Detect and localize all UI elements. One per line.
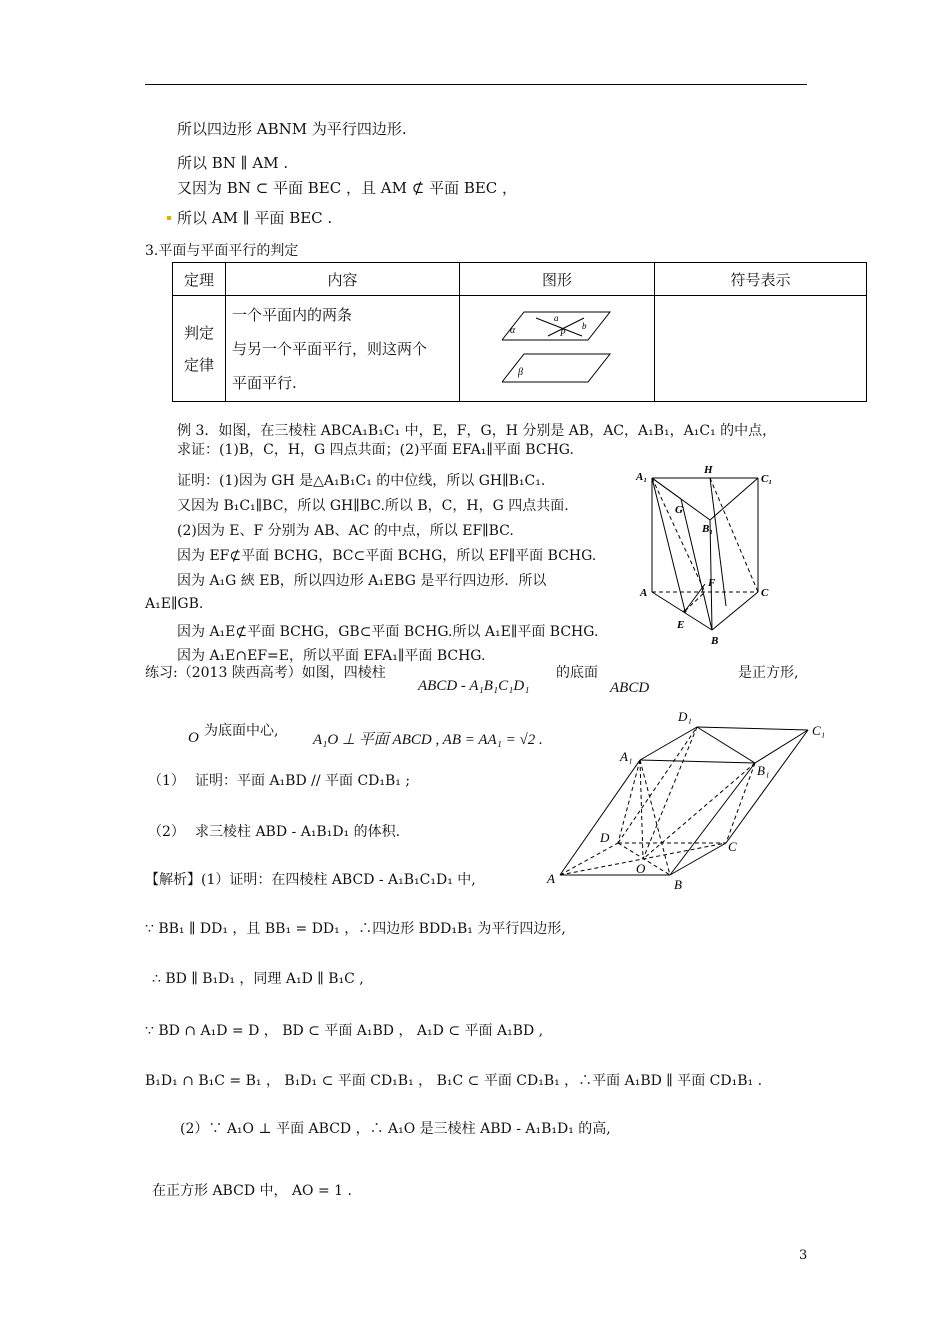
solution-line: 【解析】(1）证明：在四棱柱 ABCD - A₁B₁C₁D₁ 中, xyxy=(145,872,476,888)
marker-dot xyxy=(167,216,171,220)
question-1: 证明：平面 A₁BD // 平面 CD₁B₁ ; xyxy=(195,773,411,789)
edge xyxy=(670,843,726,875)
question-2-number: （2） xyxy=(148,824,185,840)
solution-line: ∵ BB₁ ∥ DD₁ ，且 BB₁ = DD₁ ，∴四边形 BDD₁B₁ 为平行四边形, xyxy=(145,921,566,937)
proof-line: 因为 A₁E⊄平面 BCHG，GB⊂平面 BCHG.所以 A₁E∥平面 BCHG. xyxy=(177,624,599,640)
proof-line: 因为 A₁E∩EF=E，所以平面 EFA₁∥平面 BCHG. xyxy=(177,648,486,664)
hidden-edge xyxy=(640,760,670,875)
edge xyxy=(726,730,808,843)
hidden-edge xyxy=(640,760,643,859)
line-bn-am: 所以 BN ∥ AM . xyxy=(177,154,289,172)
example3-question-1: 例 3．如图，在三棱柱 ABCA₁B₁C₁ 中，E，F，G，H 分别是 AB，AC，A₁B₁，A₁C₁ 的中点， xyxy=(177,423,777,439)
label-a: a xyxy=(554,312,559,323)
line-conclusion: 所以 AM ∥ 平面 BEC . xyxy=(177,209,333,227)
hidden-edge xyxy=(685,592,705,611)
label-e: E xyxy=(677,619,685,631)
triangular-prism-figure xyxy=(630,458,780,648)
content-line: 平面平行. xyxy=(232,373,297,392)
hidden-edge xyxy=(643,727,697,859)
edge xyxy=(710,478,758,520)
edge xyxy=(697,727,808,730)
symbol-cell xyxy=(655,296,867,402)
label-b1: B₁ xyxy=(702,523,714,535)
line-a xyxy=(536,318,582,336)
example3-question-2: 求证：(1)B，C，H，G 四点共面；(2)平面 EFA₁∥平面 BCHG. xyxy=(177,442,574,458)
row-label-line: 判定 xyxy=(183,323,214,342)
hidden-edge xyxy=(652,478,705,592)
hidden-edge xyxy=(560,843,618,875)
row-label-line: 定律 xyxy=(183,355,214,374)
header-cell: 符号表示 xyxy=(655,263,867,296)
hidden-edge xyxy=(618,760,640,843)
section-title: 3.平面与平面平行的判定 xyxy=(145,243,299,259)
quadrilateral-prism-figure xyxy=(540,705,840,890)
label-a: A xyxy=(640,587,648,599)
hidden-edge xyxy=(726,763,755,843)
label-alpha: α xyxy=(510,324,516,336)
edge xyxy=(560,760,640,875)
solution-line: (2）∵ A₁O ⊥ 平面 ABCD ，∴ A₁O 是三棱柱 ABD - A₁B₁D₁ 的高, xyxy=(180,1121,611,1137)
page-number: 3 xyxy=(799,1248,808,1263)
header-cell: 内容 xyxy=(226,263,460,296)
header-cell: 定理 xyxy=(173,263,226,296)
label-f: F xyxy=(708,577,716,589)
solution-line: 在正方形 ABCD 中， AO = 1 . xyxy=(152,1183,352,1199)
edge xyxy=(712,592,758,630)
proof-line: 又因为 B₁C₁∥BC，所以 GH∥BC.所以 B，C，H，G 四点共面. xyxy=(177,498,569,514)
label-c: C xyxy=(728,839,737,854)
solution-line: ∴ BD ∥ B₁D₁ ，同理 A₁D ∥ B₁C , xyxy=(152,971,364,987)
proof-line: (2)因为 E、F 分别为 AB、AC 的中点，所以 EF∥BC. xyxy=(177,523,514,539)
label-d: D xyxy=(600,830,610,845)
label-b1: B₁ xyxy=(757,763,770,778)
theorem-table xyxy=(172,262,867,402)
edge xyxy=(670,763,755,875)
label-d1: D₁ xyxy=(678,709,692,724)
content-line: 与另一个平面平行，则这两个 xyxy=(232,339,428,358)
label-h: H xyxy=(704,464,713,476)
hidden-edge xyxy=(618,727,697,843)
label-b: B xyxy=(674,877,682,890)
proof-line: 因为 A₁G 綊 EB，所以四边形 A₁EBG 是平行四边形．所以 xyxy=(177,573,547,589)
label-c1: C₁ xyxy=(761,473,773,485)
row-label xyxy=(173,296,226,402)
label-o: O xyxy=(636,861,646,876)
edge xyxy=(697,727,755,763)
practice-o-center: 为底面中心, xyxy=(204,723,279,739)
label-b: b xyxy=(582,320,587,331)
practice-prism: ABCD - A₁B₁C₁D₁ xyxy=(418,678,530,694)
label-c: C xyxy=(761,587,769,599)
hidden-edge xyxy=(643,763,755,859)
point-e xyxy=(684,610,687,613)
label-a1: A₁ xyxy=(636,471,648,483)
line-abnm: 所以四边形 ABNM 为平行四边形. xyxy=(177,120,407,138)
proof-line: 因为 EF⊄平面 BCHG，BC⊂平面 BCHG，所以 EF∥平面 BCHG. xyxy=(177,548,597,564)
solution-line: ∵ BD ∩ A₁D = D ， BD ⊂ 平面 A₁BD ， A₁D ⊂ 平面 A₁BD , xyxy=(145,1023,544,1039)
content-line: 一个平面内的两条 xyxy=(232,305,353,324)
label-g: G xyxy=(675,504,683,516)
figure-cell xyxy=(460,296,655,402)
proof-line: 证明：(1)因为 GH 是△A₁B₁C₁ 的中位线，所以 GH∥B₁C₁. xyxy=(177,473,546,489)
label-a1: A₁ xyxy=(620,749,633,764)
practice-o: O xyxy=(188,730,199,746)
header-cell: 图形 xyxy=(460,263,655,296)
practice-square: 是正方形, xyxy=(738,665,799,681)
practice-base: ABCD xyxy=(610,680,650,696)
edge xyxy=(710,520,712,630)
question-2: 求三棱柱 ABD - A₁B₁D₁ 的体积. xyxy=(195,824,401,840)
label-p: P xyxy=(560,327,566,338)
label-a: A xyxy=(547,871,555,886)
practice-head: 练习:（2013 陕西高考）如图，四棱柱 xyxy=(145,665,386,681)
edge xyxy=(755,730,808,763)
practice-condition: A₁O ⊥ 平面 ABCD , AB = AA₁ = √2 . xyxy=(313,732,543,748)
proof-line: A₁E∥GB. xyxy=(145,596,204,612)
practice-base-of: 的底面 xyxy=(556,665,598,681)
solution-line: B₁D₁ ∩ B₁C = B₁ ， B₁D₁ ⊂ 平面 CD₁B₁ ， B₁C ⊂ 平面 CD₁B₁ ，∴平面 A₁BD ∥ 平面 CD₁B₁ . xyxy=(145,1073,763,1089)
label-b: B xyxy=(711,635,719,647)
header-rule xyxy=(145,84,807,85)
line-because: 又因为 BN ⊂ 平面 BEC ，且 AM ⊄ 平面 BEC ， xyxy=(177,179,518,197)
edge xyxy=(640,760,755,763)
label-c1: C₁ xyxy=(812,723,826,738)
question-1-number: （1） xyxy=(148,773,185,789)
label-beta: β xyxy=(518,366,523,378)
parallel-planes-figure xyxy=(502,308,612,386)
content-cell xyxy=(226,296,460,402)
edge xyxy=(640,727,697,760)
